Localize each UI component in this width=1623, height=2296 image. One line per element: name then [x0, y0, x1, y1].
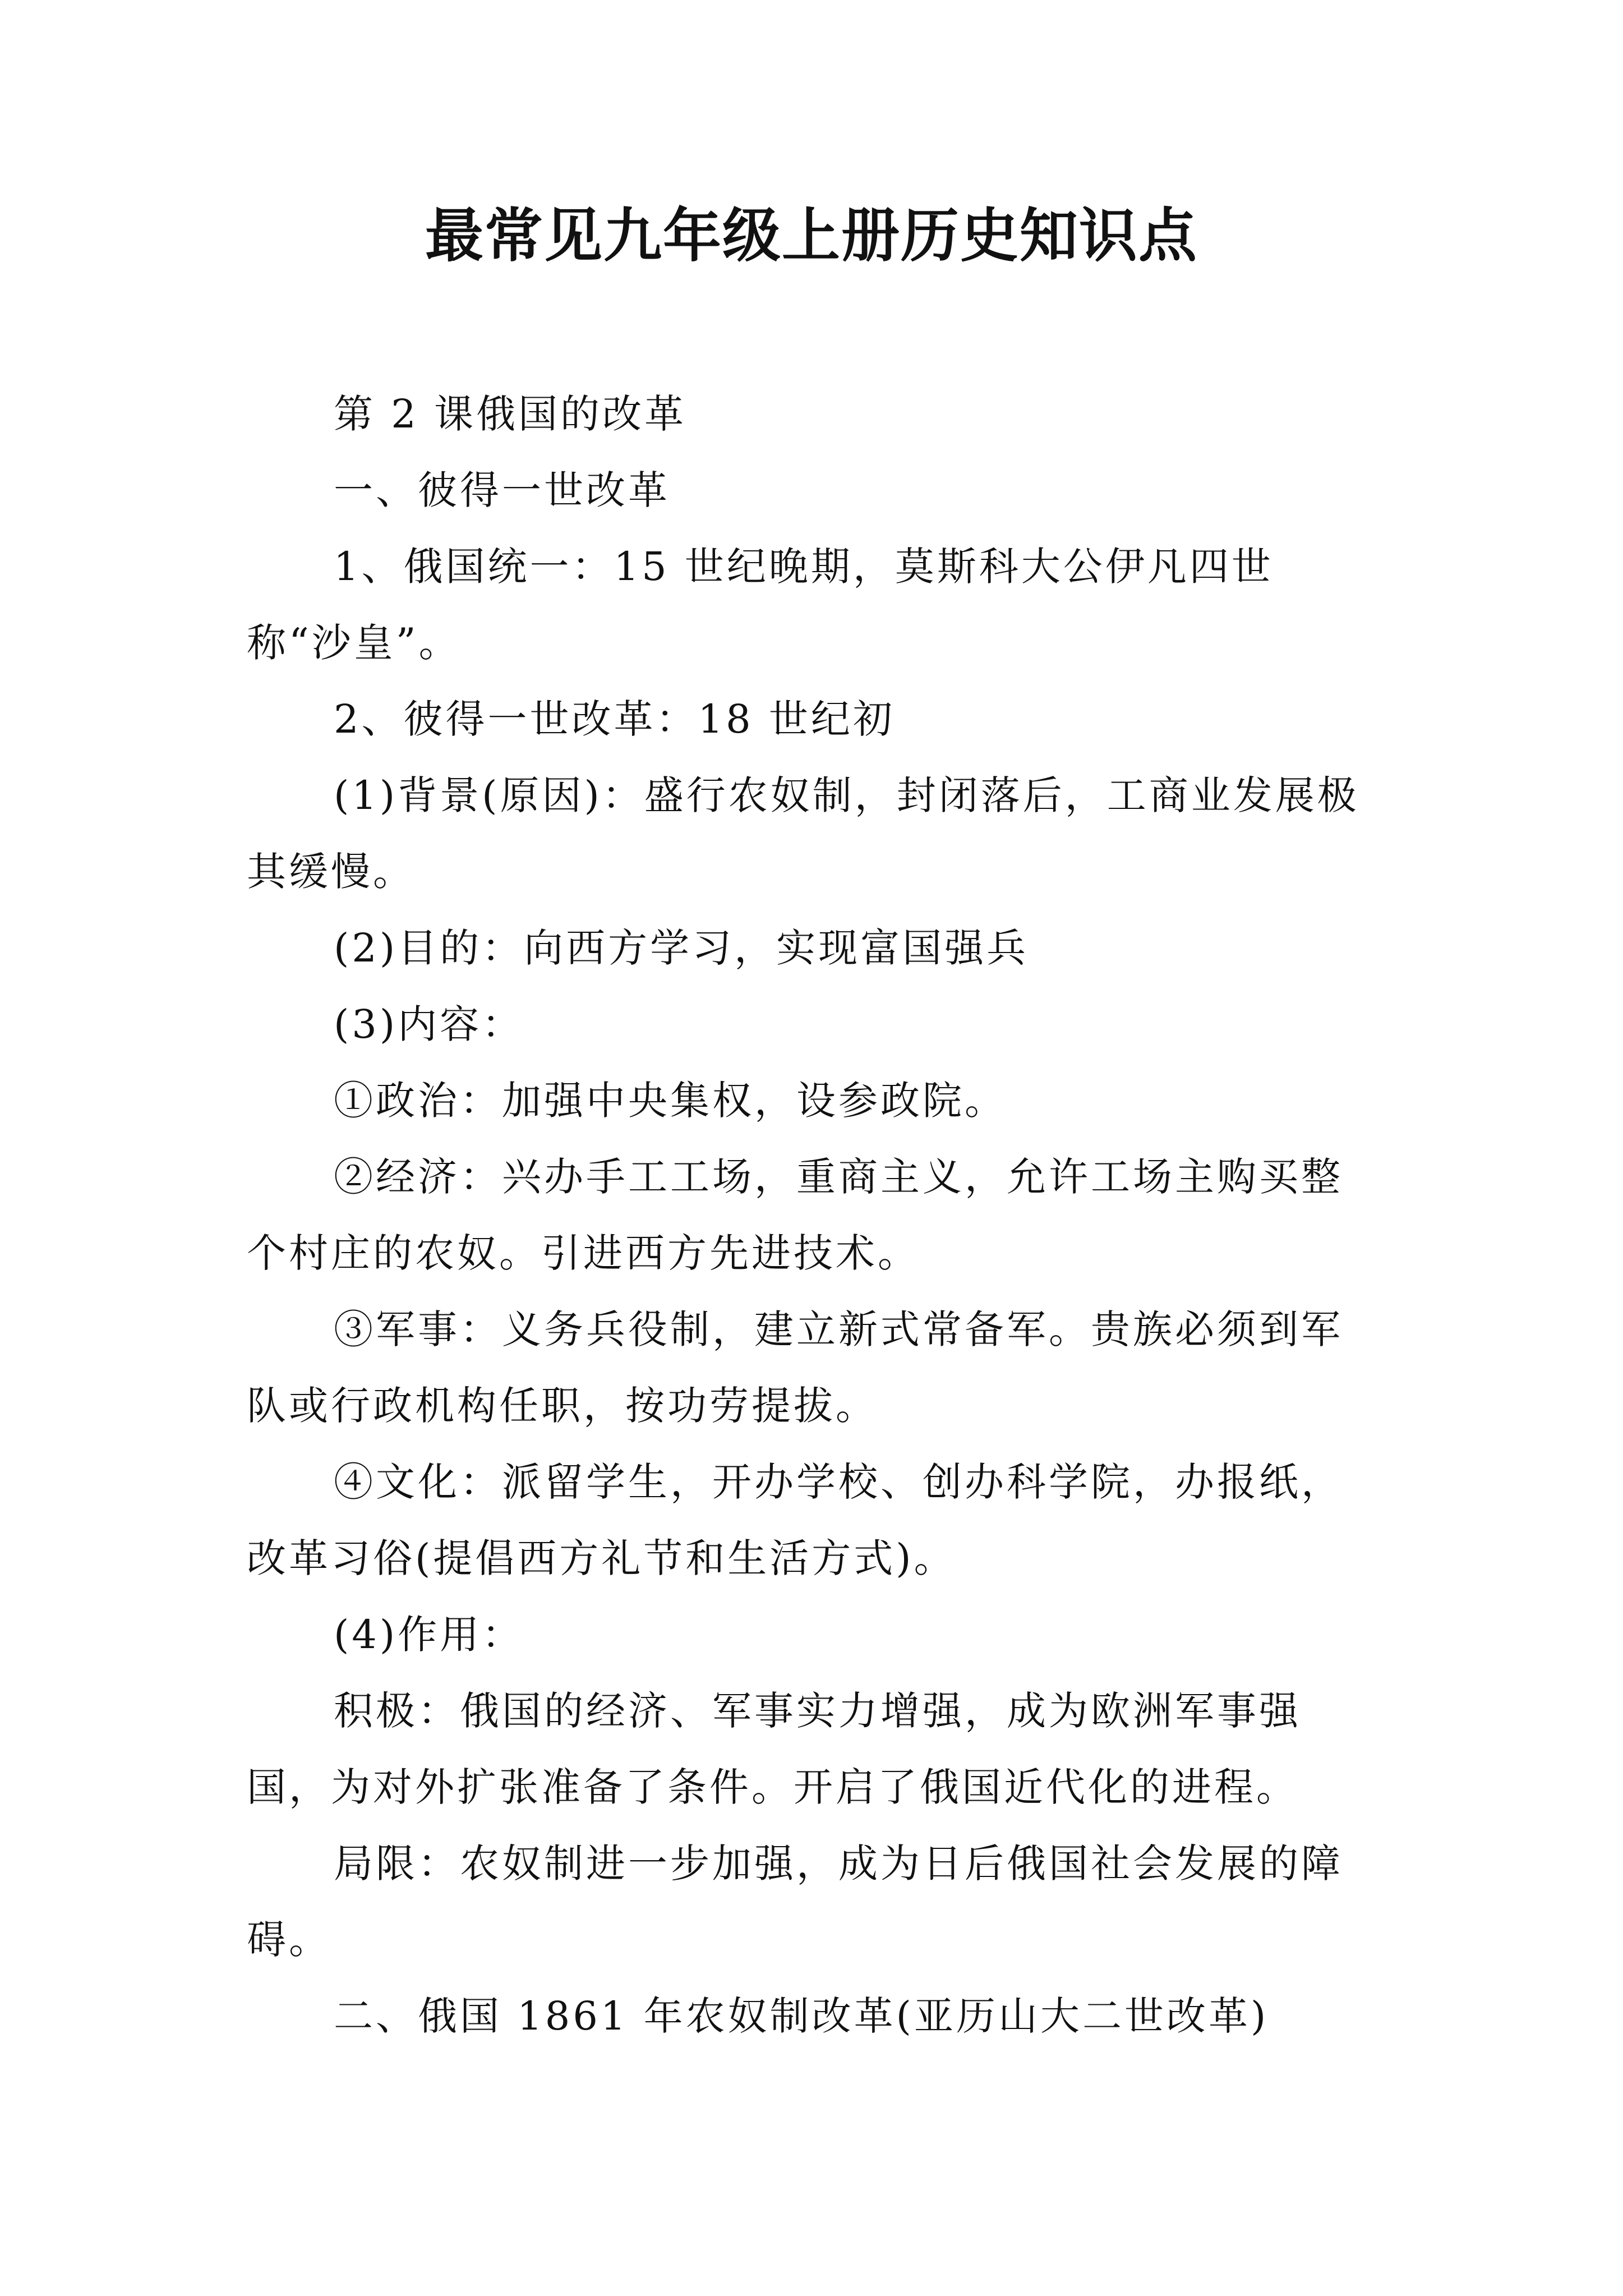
- document-body: [247, 376, 1380, 2054]
- paragraph: 局限：农奴制进一步加强，成为日后俄国社会发展的障碍。: [247, 1841, 1343, 1963]
- paragraph: (4)作用：: [334, 1612, 524, 1658]
- paragraph: (1)背景(原因)：盛行农奴制，封闭落后，工商业发展极其缓慢。: [247, 772, 1359, 895]
- section-heading-peter-reform: 一、彼得一世改革: [334, 467, 670, 513]
- lesson-heading: 第 2 课俄国的改革: [334, 391, 687, 437]
- document-title: 最常见九年级上册历史知识点: [425, 201, 1198, 270]
- paragraph: 2、彼得一世改革：18 世纪初: [334, 696, 895, 742]
- paragraph: 1、俄国统一：15 世纪晚期，莫斯科大公伊凡四世称“沙皇”。: [247, 544, 1274, 666]
- paragraph: 积极：俄国的经济、军事实力增强，成为欧洲军事强国，为对外扩张准备了条件。开启了俄国近代化的进程。: [247, 1688, 1301, 1810]
- paragraph: ③军事：义务兵役制，建立新式常备军。贵族必须到军队或行政机构任职，按功劳提拔。: [247, 1306, 1343, 1429]
- paragraph: (3)内容：: [334, 1001, 524, 1047]
- paragraph: ①政治：加强中央集权，设参政院。: [334, 1078, 1007, 1124]
- section-heading-1861-reform: 二、俄国 1861 年农奴制改革(亚历山大二世改革): [334, 1993, 1269, 2039]
- paragraph: ④文化：派留学生，开办学校、创办科学院，办报纸，改革习俗(提倡西方礼节和生活方式)。: [247, 1459, 1343, 1581]
- paragraph: (2)目的：向西方学习，实现富国强兵: [334, 925, 1029, 971]
- paragraph: ②经济：兴办手工工场，重商主义，允许工场主购买整个村庄的农奴。引进西方先进技术。: [247, 1154, 1343, 1276]
